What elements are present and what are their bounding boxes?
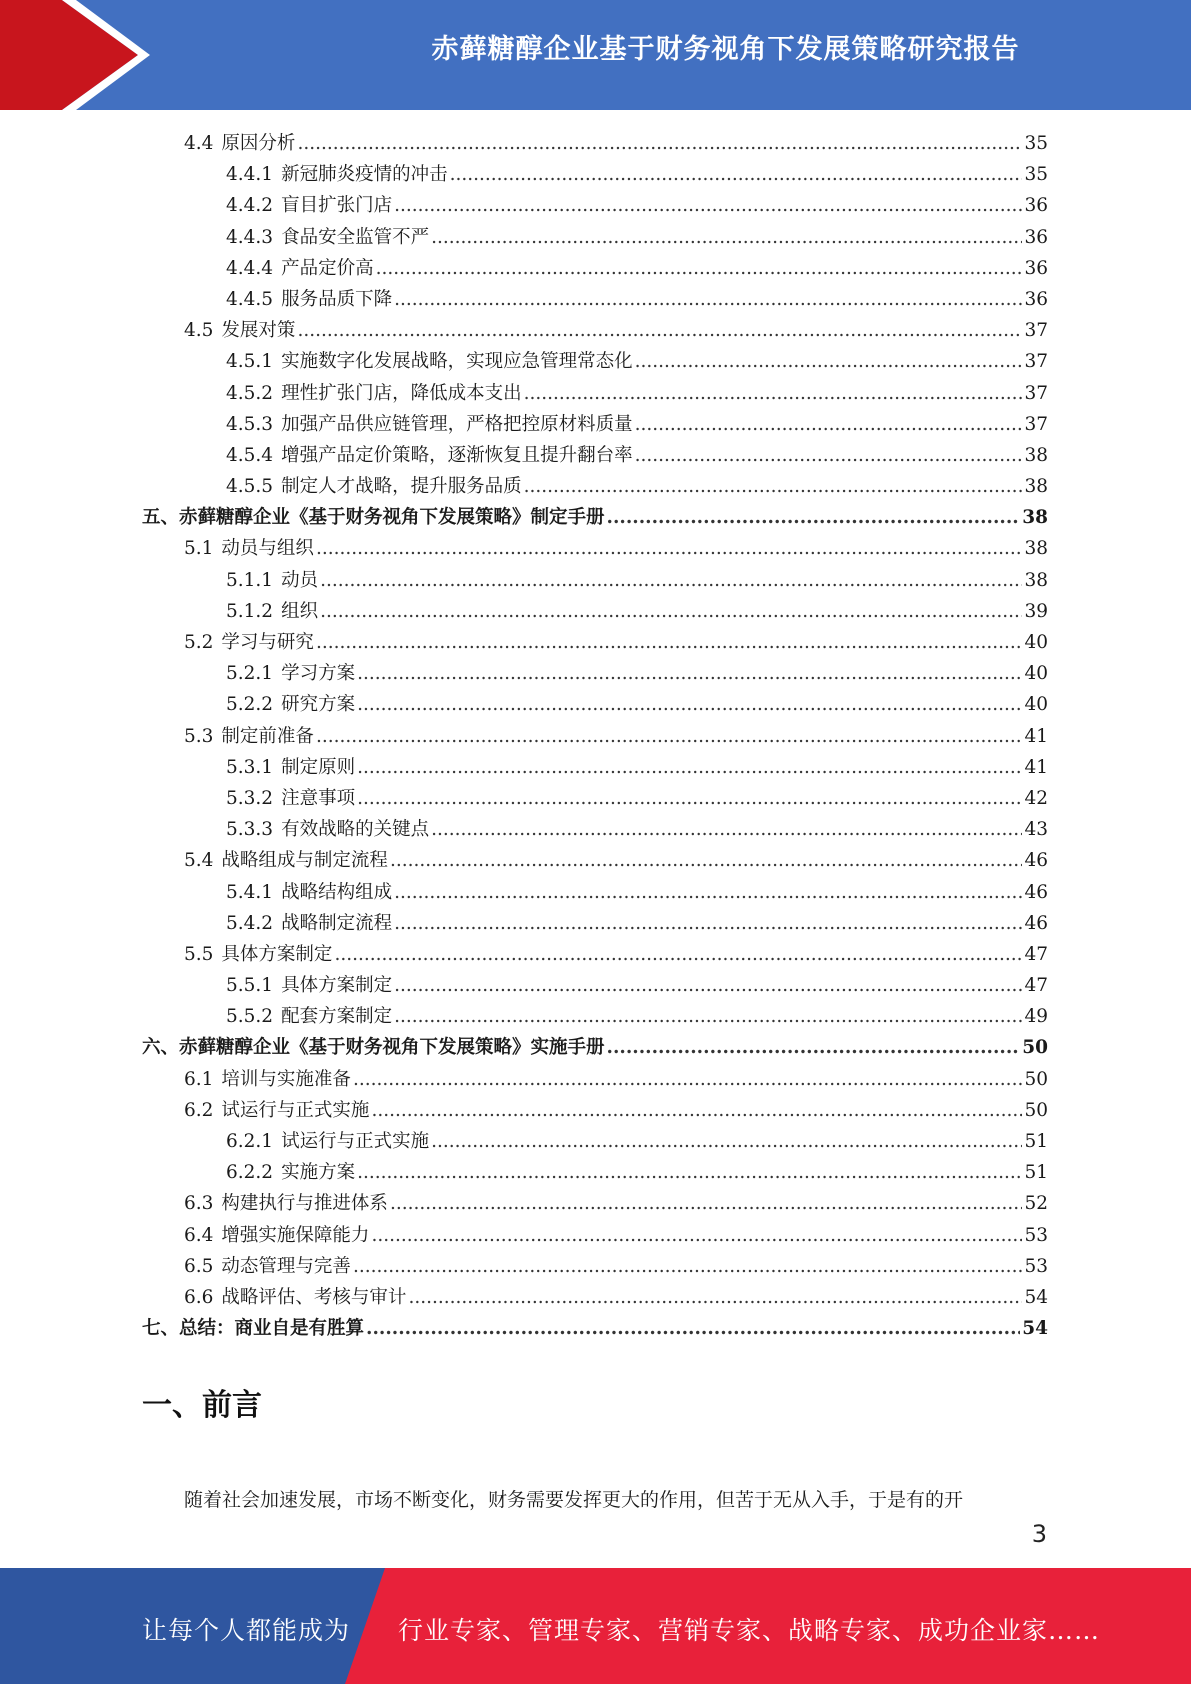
toc-entry-number: 4.5.5 bbox=[226, 476, 274, 498]
toc-entry-page: 47 bbox=[1024, 943, 1048, 965]
toc-entry-title: 加强产品供应链管理，严格把控原材料质量 bbox=[281, 413, 633, 435]
toc-entry-page: 41 bbox=[1024, 725, 1048, 747]
toc-entry-page: 53 bbox=[1024, 1255, 1048, 1277]
toc-entry-title: 学习方案 bbox=[281, 663, 356, 685]
toc-entry-title: 制定原则 bbox=[281, 756, 356, 778]
toc-leader-dots bbox=[450, 159, 1023, 190]
toc-entry-number: 5.1.1 bbox=[226, 569, 274, 591]
toc-entry-title: 学习与研究 bbox=[221, 632, 314, 653]
toc-leader-dots bbox=[431, 1126, 1022, 1157]
toc-leader-dots bbox=[334, 939, 1022, 970]
toc-entry[interactable] bbox=[142, 752, 1048, 783]
toc-entry-page: 54 bbox=[1022, 1318, 1048, 1340]
toc-entry-number: 5.4 bbox=[184, 850, 214, 872]
toc-entry-number: 5.5 bbox=[184, 943, 214, 965]
toc-entry[interactable] bbox=[142, 1064, 1048, 1095]
toc-entry[interactable] bbox=[142, 1220, 1048, 1251]
toc-entry[interactable] bbox=[142, 159, 1048, 190]
toc-leader-dots bbox=[431, 814, 1022, 845]
toc-leader-dots bbox=[297, 315, 1022, 346]
toc-entry-title: 战略评估、考核与审计 bbox=[221, 1286, 407, 1308]
toc-leader-dots bbox=[607, 1032, 1021, 1063]
toc-entry-number: 6.3 bbox=[184, 1193, 214, 1215]
toc-entry-title: 新冠肺炎疫情的冲击 bbox=[281, 164, 448, 186]
footer-slogan-left: 让每个人都能成为 bbox=[142, 1616, 351, 1645]
toc-entry-title: 五、赤藓糖醇企业《基于财务视角下发展策略》制定手册 bbox=[142, 507, 605, 529]
toc-entry-page: 38 bbox=[1024, 444, 1048, 466]
toc-entry-number: 5.4.2 bbox=[226, 912, 274, 934]
toc-leader-dots bbox=[353, 1251, 1023, 1282]
page-header bbox=[0, 0, 1191, 110]
toc-entry-page: 46 bbox=[1024, 912, 1048, 934]
toc-entry-page: 40 bbox=[1024, 694, 1048, 716]
toc-entry-title: 战略结构组成 bbox=[281, 881, 393, 903]
toc-entry[interactable] bbox=[142, 253, 1048, 284]
toc-leader-dots bbox=[320, 596, 1022, 627]
toc-entry-number: 4.4.5 bbox=[226, 288, 274, 310]
toc-entry-page: 53 bbox=[1024, 1224, 1048, 1246]
toc-entry[interactable] bbox=[142, 284, 1048, 315]
toc-entry-number: 4.4 bbox=[184, 133, 214, 154]
toc-entry-page: 39 bbox=[1024, 600, 1048, 622]
toc-entry-number: 4.4.2 bbox=[226, 195, 274, 217]
toc-entry-title: 有效战略的关键点 bbox=[281, 819, 430, 841]
page-number: 3 bbox=[1031, 1520, 1047, 1548]
toc-entry-page: 51 bbox=[1024, 1162, 1048, 1184]
table-of-contents bbox=[142, 128, 1048, 1344]
toc-entry[interactable] bbox=[142, 1001, 1048, 1032]
toc-entry[interactable] bbox=[142, 1126, 1048, 1157]
toc-entry-title: 增强产品定价策略，逐渐恢复且提升翻台率 bbox=[281, 444, 633, 466]
toc-entry-page: 35 bbox=[1024, 164, 1048, 186]
toc-entry-page: 52 bbox=[1024, 1193, 1048, 1215]
toc-leader-dots bbox=[357, 689, 1022, 720]
toc-leader-dots bbox=[390, 1188, 1023, 1219]
toc-entry-page: 37 bbox=[1024, 382, 1048, 404]
toc-entry-number: 6.2 bbox=[184, 1099, 214, 1121]
toc-entry-page: 38 bbox=[1024, 569, 1048, 591]
toc-entry-title: 动员 bbox=[281, 569, 319, 591]
toc-entry-title: 增强实施保障能力 bbox=[221, 1224, 370, 1246]
toc-entry-number: 5.5.2 bbox=[226, 1006, 274, 1028]
toc-entry-number: 5.3.3 bbox=[226, 819, 274, 841]
toc-entry-number: 4.5 bbox=[184, 320, 214, 342]
toc-entry[interactable] bbox=[142, 1157, 1048, 1188]
toc-entry-number: 5.4.1 bbox=[226, 881, 274, 903]
toc-entry-page: 54 bbox=[1024, 1286, 1048, 1308]
toc-entry-page: 42 bbox=[1024, 787, 1048, 809]
toc-entry[interactable] bbox=[142, 440, 1048, 471]
toc-leader-dots bbox=[524, 378, 1023, 409]
toc-entry[interactable] bbox=[142, 471, 1048, 502]
toc-leader-dots bbox=[635, 440, 1023, 471]
toc-entry-title: 试运行与正式实施 bbox=[281, 1131, 430, 1152]
toc-leader-dots bbox=[408, 1282, 1022, 1313]
toc-entry-page: 35 bbox=[1024, 133, 1048, 154]
toc-entry-page: 51 bbox=[1024, 1131, 1048, 1152]
page-footer bbox=[0, 1568, 1191, 1684]
toc-leader-dots bbox=[394, 970, 1022, 1001]
toc-entry-page: 43 bbox=[1024, 819, 1048, 841]
toc-entry-number: 4.5.4 bbox=[226, 444, 274, 466]
toc-leader-dots bbox=[316, 721, 1023, 752]
toc-entry-page: 36 bbox=[1024, 195, 1048, 217]
toc-leader-dots bbox=[376, 253, 1023, 284]
toc-entry-number: 4.4.4 bbox=[226, 257, 274, 279]
toc-entry-number: 6.2.1 bbox=[226, 1131, 274, 1152]
toc-entry[interactable] bbox=[142, 1282, 1048, 1313]
toc-entry-page: 50 bbox=[1022, 1037, 1048, 1059]
toc-entry[interactable] bbox=[142, 533, 1048, 564]
toc-entry-page: 41 bbox=[1024, 756, 1048, 778]
toc-entry-number: 6.4 bbox=[184, 1224, 214, 1246]
toc-entry-number: 5.1 bbox=[184, 538, 214, 560]
toc-leader-dots bbox=[635, 346, 1023, 377]
toc-entry-page: 37 bbox=[1024, 351, 1048, 373]
toc-entry-title: 具体方案制定 bbox=[221, 943, 333, 965]
toc-entry[interactable] bbox=[142, 721, 1048, 752]
toc-entry-title: 七、总结：商业自是有胜算 bbox=[142, 1318, 365, 1340]
toc-entry[interactable] bbox=[142, 627, 1048, 658]
toc-entry-title: 培训与实施准备 bbox=[221, 1068, 351, 1090]
toc-entry-title: 实施数字化发展战略，实现应急管理常态化 bbox=[281, 351, 633, 373]
toc-entry-title: 试运行与正式实施 bbox=[221, 1099, 370, 1121]
toc-entry[interactable] bbox=[142, 783, 1048, 814]
toc-entry-title: 战略组成与制定流程 bbox=[221, 850, 388, 872]
toc-entry-title: 组织 bbox=[281, 600, 319, 622]
header-arrow-decoration bbox=[0, 0, 200, 110]
toc-entry-title: 产品定价高 bbox=[281, 257, 374, 279]
toc-entry[interactable] bbox=[142, 1188, 1048, 1219]
toc-entry[interactable] bbox=[142, 596, 1048, 627]
toc-entry-page: 50 bbox=[1024, 1099, 1048, 1121]
toc-entry-number: 5.5.1 bbox=[226, 975, 274, 997]
toc-entry-page: 38 bbox=[1024, 476, 1048, 498]
toc-leader-dots bbox=[320, 565, 1022, 596]
toc-entry-number: 4.4.3 bbox=[226, 226, 274, 248]
toc-entry-page: 37 bbox=[1024, 320, 1048, 342]
toc-entry-title: 盲目扩张门店 bbox=[281, 195, 393, 217]
toc-entry-page: 46 bbox=[1024, 881, 1048, 903]
toc-entry-number: 5.1.2 bbox=[226, 600, 274, 622]
toc-entry-number: 5.3.2 bbox=[226, 787, 274, 809]
document-title: 赤藓糖醇企业基于财务视角下发展策略研究报告 bbox=[431, 34, 1020, 65]
toc-entry-title: 构建执行与推进体系 bbox=[221, 1193, 388, 1215]
toc-entry-page: 36 bbox=[1024, 226, 1048, 248]
toc-entry[interactable] bbox=[142, 658, 1048, 689]
toc-entry-title: 具体方案制定 bbox=[281, 975, 393, 997]
toc-leader-dots bbox=[357, 783, 1022, 814]
toc-leader-dots bbox=[394, 1001, 1022, 1032]
toc-entry-number: 5.3.1 bbox=[226, 756, 274, 778]
toc-leader-dots bbox=[394, 190, 1022, 221]
toc-entry[interactable] bbox=[142, 346, 1048, 377]
body-paragraph: 随着社会加速发展，市场不断变化，财务需要发挥更大的作用，但苦于无从入手，于是有的开 bbox=[184, 1489, 964, 1511]
toc-entry[interactable] bbox=[142, 409, 1048, 440]
toc-entry-number: 4.5.2 bbox=[226, 382, 274, 404]
toc-entry-page: 36 bbox=[1024, 288, 1048, 310]
toc-entry-page: 38 bbox=[1024, 538, 1048, 560]
footer-slogan-right: 行业专家、管理专家、营销专家、战略专家、成功企业家…… bbox=[398, 1616, 1101, 1645]
toc-entry[interactable] bbox=[142, 970, 1048, 1001]
toc-leader-dots bbox=[316, 627, 1023, 658]
toc-entry-title: 配套方案制定 bbox=[281, 1006, 393, 1028]
toc-entry-page: 50 bbox=[1024, 1068, 1048, 1090]
toc-entry[interactable] bbox=[142, 877, 1048, 908]
toc-entry[interactable] bbox=[142, 1032, 1048, 1063]
toc-entry-number: 4.5.1 bbox=[226, 351, 274, 373]
toc-entry-page: 47 bbox=[1024, 975, 1048, 997]
toc-entry-title: 发展对策 bbox=[221, 320, 296, 342]
toc-entry-title: 原因分析 bbox=[221, 133, 296, 154]
toc-leader-dots bbox=[390, 845, 1023, 876]
toc-entry[interactable] bbox=[142, 128, 1048, 159]
toc-entry-title: 食品安全监管不严 bbox=[281, 226, 430, 248]
toc-leader-dots bbox=[316, 533, 1023, 564]
toc-entry[interactable] bbox=[142, 565, 1048, 596]
toc-entry[interactable] bbox=[142, 814, 1048, 845]
toc-entry[interactable] bbox=[142, 1251, 1048, 1282]
toc-entry-title: 研究方案 bbox=[281, 694, 356, 716]
toc-entry-page: 36 bbox=[1024, 257, 1048, 279]
toc-entry-page: 38 bbox=[1022, 507, 1048, 529]
toc-entry-title: 制定前准备 bbox=[221, 725, 314, 747]
toc-entry-title: 六、赤藓糖醇企业《基于财务视角下发展策略》实施手册 bbox=[142, 1037, 605, 1059]
toc-entry[interactable] bbox=[142, 222, 1048, 253]
toc-entry-page: 49 bbox=[1024, 1006, 1048, 1028]
toc-leader-dots bbox=[353, 1064, 1023, 1095]
toc-entry-number: 5.2.2 bbox=[226, 694, 274, 716]
toc-entry-number: 6.1 bbox=[184, 1068, 214, 1090]
toc-entry-page: 40 bbox=[1024, 632, 1048, 653]
toc-entry[interactable] bbox=[142, 845, 1048, 876]
toc-entry-title: 动员与组织 bbox=[221, 538, 314, 560]
toc-entry[interactable] bbox=[142, 502, 1048, 533]
toc-entry-page: 46 bbox=[1024, 850, 1048, 872]
toc-entry[interactable] bbox=[142, 939, 1048, 970]
toc-leader-dots bbox=[371, 1095, 1022, 1126]
toc-entry-title: 实施方案 bbox=[281, 1162, 356, 1184]
toc-entry[interactable] bbox=[142, 378, 1048, 409]
toc-entry-number: 4.5.3 bbox=[226, 413, 274, 435]
toc-entry[interactable] bbox=[142, 315, 1048, 346]
toc-entry-title: 注意事项 bbox=[281, 787, 356, 809]
toc-entry-title: 制定人才战略，提升服务品质 bbox=[281, 476, 522, 498]
toc-entry-number: 5.3 bbox=[184, 725, 214, 747]
toc-leader-dots bbox=[357, 752, 1022, 783]
toc-entry[interactable] bbox=[142, 689, 1048, 720]
toc-leader-dots bbox=[394, 284, 1022, 315]
toc-entry-title: 理性扩张门店，降低成本支出 bbox=[281, 382, 522, 404]
toc-entry-number: 5.2.1 bbox=[226, 663, 274, 685]
toc-leader-dots bbox=[607, 502, 1021, 533]
toc-entry[interactable] bbox=[142, 1313, 1048, 1344]
toc-leader-dots bbox=[371, 1220, 1022, 1251]
toc-leader-dots bbox=[357, 1157, 1022, 1188]
toc-entry-number: 6.5 bbox=[184, 1255, 214, 1277]
toc-entry-title: 战略制定流程 bbox=[281, 912, 393, 934]
toc-leader-dots bbox=[357, 658, 1022, 689]
toc-entry-number: 6.2.2 bbox=[226, 1162, 274, 1184]
section-heading: 一、前言 bbox=[142, 1388, 262, 1423]
toc-entry[interactable] bbox=[142, 908, 1048, 939]
toc-entry-page: 37 bbox=[1024, 413, 1048, 435]
toc-leader-dots bbox=[635, 409, 1023, 440]
toc-entry-page: 40 bbox=[1024, 663, 1048, 685]
toc-entry-title: 动态管理与完善 bbox=[221, 1255, 351, 1277]
toc-leader-dots bbox=[394, 877, 1022, 908]
toc-leader-dots bbox=[366, 1313, 1020, 1344]
toc-entry-number: 5.2 bbox=[184, 632, 214, 653]
toc-entry[interactable] bbox=[142, 1095, 1048, 1126]
toc-leader-dots bbox=[431, 222, 1022, 253]
toc-leader-dots bbox=[297, 128, 1022, 159]
toc-leader-dots bbox=[394, 908, 1022, 939]
toc-leader-dots bbox=[524, 471, 1023, 502]
toc-entry-title: 服务品质下降 bbox=[281, 288, 393, 310]
toc-entry[interactable] bbox=[142, 190, 1048, 221]
toc-entry-number: 4.4.1 bbox=[226, 164, 274, 186]
toc-entry-number: 6.6 bbox=[184, 1286, 214, 1308]
